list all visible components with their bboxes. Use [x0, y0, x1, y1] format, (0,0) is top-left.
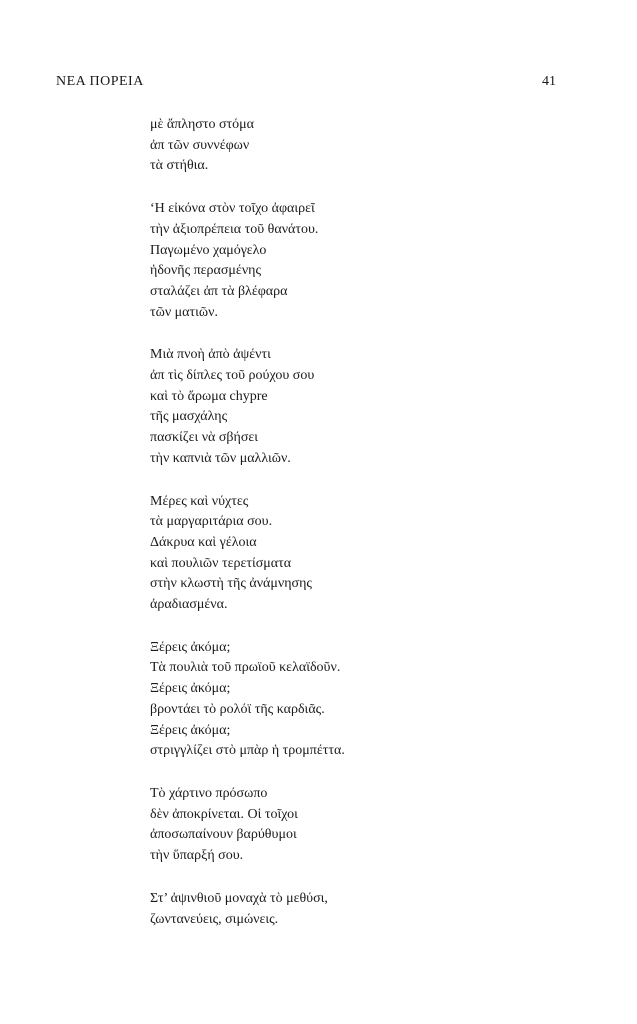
poem-line: τὴν ὕπαρξή σου.	[150, 848, 244, 864]
stanza	[150, 115, 590, 177]
poem-line: τῆς μασχάλης	[150, 409, 228, 425]
poem-line: Παγωμένο χαμόγελο	[150, 242, 267, 258]
poem-line: Ξέρεις ἀκόμα;	[150, 722, 231, 738]
poem-line: τὰ στήθια.	[150, 158, 209, 174]
stanza	[150, 638, 590, 762]
running-title: ΝΕΑ ΠΟΡΕΙΑ	[56, 74, 144, 89]
poem-line: τῶν ματιῶν.	[150, 304, 218, 320]
poem-line: μὲ ἄπληστο στόμα	[150, 117, 254, 132]
poem-line: ἀραδιασμένα.	[150, 597, 228, 613]
poem-line: Τὰ πουλιὰ τοῦ πρωϊοῦ κελαϊδοῦν.	[150, 660, 341, 676]
poem-line: στριγγλίζει στὸ μπὰρ ἡ τρομπέττα.	[150, 743, 345, 759]
poem-line: Μέρες καὶ νύχτες	[150, 493, 249, 509]
poem-line: Τὸ χάρτινο πρόσωπο	[150, 785, 268, 801]
poem-line: καὶ πουλιῶν τερετίσματα	[150, 555, 292, 571]
poem-line: ἀπ τῶν συννέφων	[150, 137, 250, 153]
stanza	[150, 492, 590, 616]
poem-line: τὰ μαργαριτάρια σου.	[150, 514, 273, 530]
poem-line: τὴν καπνιὰ τῶν μαλλιῶν.	[150, 450, 291, 466]
poem-line: Μιὰ πνοὴ ἀπὸ ἀψέντι	[150, 347, 271, 363]
stanza	[150, 199, 590, 323]
poem-line: σταλάζει ἀπ τὰ βλέφαρα	[150, 283, 288, 299]
poem-line: Ξέρεις ἀκόμα;	[150, 639, 231, 655]
poem-line: ἡδονῆς περασμένης	[150, 263, 262, 279]
stanza	[150, 784, 590, 867]
stanza	[150, 889, 590, 930]
page-number: 41	[542, 74, 556, 89]
poem-line: Ξέρεις ἀκόμα;	[150, 681, 231, 697]
poem-line: πασκίζει νὰ σβήσει	[150, 430, 259, 446]
poem-body	[150, 115, 590, 952]
poem-line: στὴν κλωστὴ τῆς ἀνάμνησης	[150, 576, 312, 592]
poem-line: τὴν ἀξιοπρέπεια τοῦ θανάτου.	[150, 221, 319, 237]
poem-line: ἀπ τὶς δίπλες τοῦ ρούχου σου	[150, 368, 315, 384]
poem-line: Δάκρυα καὶ γέλοια	[150, 534, 257, 550]
poem-line: Στ’ ἀψινθιοῦ μοναχὰ τὸ μεθύσι,	[150, 890, 328, 906]
poem-line: δὲν ἀποκρίνεται. Οἱ τοῖχοι	[150, 806, 298, 822]
page-header	[56, 74, 556, 96]
stanza	[150, 345, 590, 469]
poem-line: ‘Η εἰκόνα στὸν τοῖχο ἀφαιρεῖ	[150, 201, 315, 217]
poem-line: ζωντανεύεις, σιμώνεις.	[150, 911, 279, 927]
poem-line: βροντάει τὸ ρολόϊ τῆς καρδιᾶς.	[150, 701, 325, 717]
poem-line: καὶ τὸ ἄρωμα chypre	[150, 388, 268, 404]
poem-line: ἀποσωπαίνουν βαρύθυμοι	[150, 827, 297, 843]
